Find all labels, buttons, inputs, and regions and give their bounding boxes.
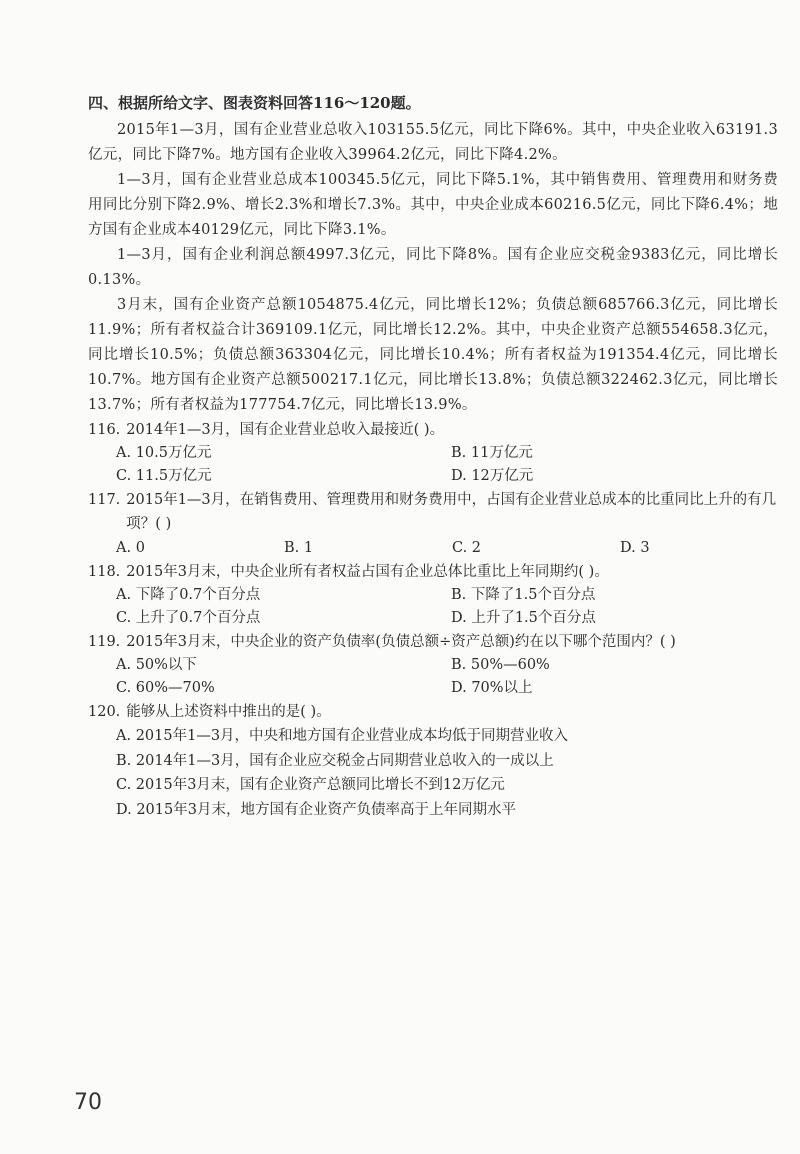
- question-118: [88, 560, 778, 630]
- options-grid: [88, 442, 778, 488]
- option-d: D. 上升了1.5个百分点: [451, 610, 596, 626]
- option-d: D. 2015年3月末，地方国有企业资产负债率高于上年同期水平: [116, 801, 516, 818]
- option-c: C. 60%—70%: [116, 680, 215, 696]
- option-c: C. 2015年3月末，国有企业资产总额同比增长不到12万亿元: [116, 777, 505, 793]
- option-b: B. 下降了1.5个百分点: [451, 587, 596, 603]
- options-grid: [88, 584, 778, 630]
- option-b: B. 2014年1—3月，国有企业应交税金占同期营业总收入的一成以上: [116, 752, 554, 769]
- option-a: A. 下降了0.7个百分点: [116, 587, 261, 603]
- question-text: 2014年1—3月，国有企业营业总收入最接近( )。: [126, 422, 445, 438]
- question-119: [88, 630, 778, 700]
- question-stem: [88, 488, 778, 536]
- question-text: 2015年3月末，中央企业的资产负债率(负债总额÷资产总额)约在以下哪个范围内？( ): [126, 634, 676, 650]
- option-b: B. 1: [284, 540, 314, 556]
- option-d: D. 12万亿元: [451, 468, 534, 484]
- option-d: D. 3: [620, 540, 650, 556]
- question-text: 2015年1—3月，在销售费用、管理费用和财务费用中，占国有企业营业总成本的比重同比上升的有几项？( ): [126, 492, 777, 532]
- material-paragraph-4: 3月末，国有企业资产总额1054875.4亿元，同比增长12%；负债总额685766.3亿元，同比增长11.9%；所有者权益合计369109.1亿元，同比增长12.2%。其中，中央企业资产总额554658.3亿元，同比增长10.5%；负债总额363304亿元，同比增长10.4%；所有者权益为191354.4亿元，同比增长10.7%。地方国有企业资产总额500217.1亿元，同比增长13.8%；负债总额322462.3亿元，同比增长13.7%；所有者权益为177754.7亿元，同比增长13.9%。: [88, 297, 778, 413]
- question-117: [88, 488, 778, 560]
- question-number: 120.: [88, 704, 121, 720]
- question-number: 116.: [88, 422, 121, 438]
- option-a: A. 0: [116, 540, 145, 556]
- option-c: C. 2: [452, 540, 482, 556]
- option-a: A. 10.5万亿元: [116, 445, 212, 461]
- question-text: 能够从上述资料中推出的是( )。: [126, 704, 331, 720]
- question-number: 118.: [88, 564, 121, 580]
- page-content: [88, 90, 778, 822]
- question-120: [88, 700, 778, 822]
- option-a: A. 2015年1—3月，中央和地方国有企业营业成本均低于同期营业收入: [116, 728, 569, 744]
- question-number: 117.: [88, 492, 121, 508]
- material-paragraph-2: 1—3月，国有企业营业总成本100345.5亿元，同比下降5.1%，其中销售费用、管理费用和财务费用同比分别下降2.9%、增长2.3%和增长7.3%。其中，中央企业成本60216.5亿元，同比下降6.4%；地方国有企业成本40129亿元，同比下降3.1%。: [88, 172, 778, 238]
- option-a: A. 50%以下: [116, 657, 197, 673]
- question-stem: [88, 630, 778, 654]
- option-b: B. 11万亿元: [451, 445, 533, 461]
- option-c: C. 上升了0.7个百分点: [116, 610, 261, 626]
- options-list: [88, 724, 778, 822]
- question-stem: [88, 560, 778, 584]
- question-stem: [88, 418, 778, 442]
- options-row: [88, 536, 778, 560]
- material-paragraph-1: 2015年1—3月，国有企业营业总收入103155.5亿元，同比下降6%。其中，中央企业收入63191.3亿元，同比下降7%。地方国有企业收入39964.2亿元，同比下降4.2%。: [88, 122, 778, 163]
- option-c: C. 11.5万亿元: [116, 468, 212, 484]
- question-number: 119.: [88, 634, 121, 650]
- material-paragraph-3: 1—3月，国有企业利润总额4997.3亿元，同比下降8%。国有企业应交税金9383亿元，同比增长0.13%。: [88, 247, 778, 288]
- page-number: 70: [74, 1090, 102, 1115]
- section-title: 四、根据所给文字、图表资料回答116～120题。: [88, 94, 421, 112]
- option-b: B. 50%—60%: [451, 657, 550, 673]
- option-d: D. 70%以上: [451, 680, 533, 696]
- question-stem: [88, 700, 778, 724]
- question-text: 2015年3月末，中央企业所有者权益占国有企业总体比重比上年同期约( )。: [126, 564, 609, 580]
- question-116: [88, 418, 778, 488]
- options-grid: [88, 654, 778, 700]
